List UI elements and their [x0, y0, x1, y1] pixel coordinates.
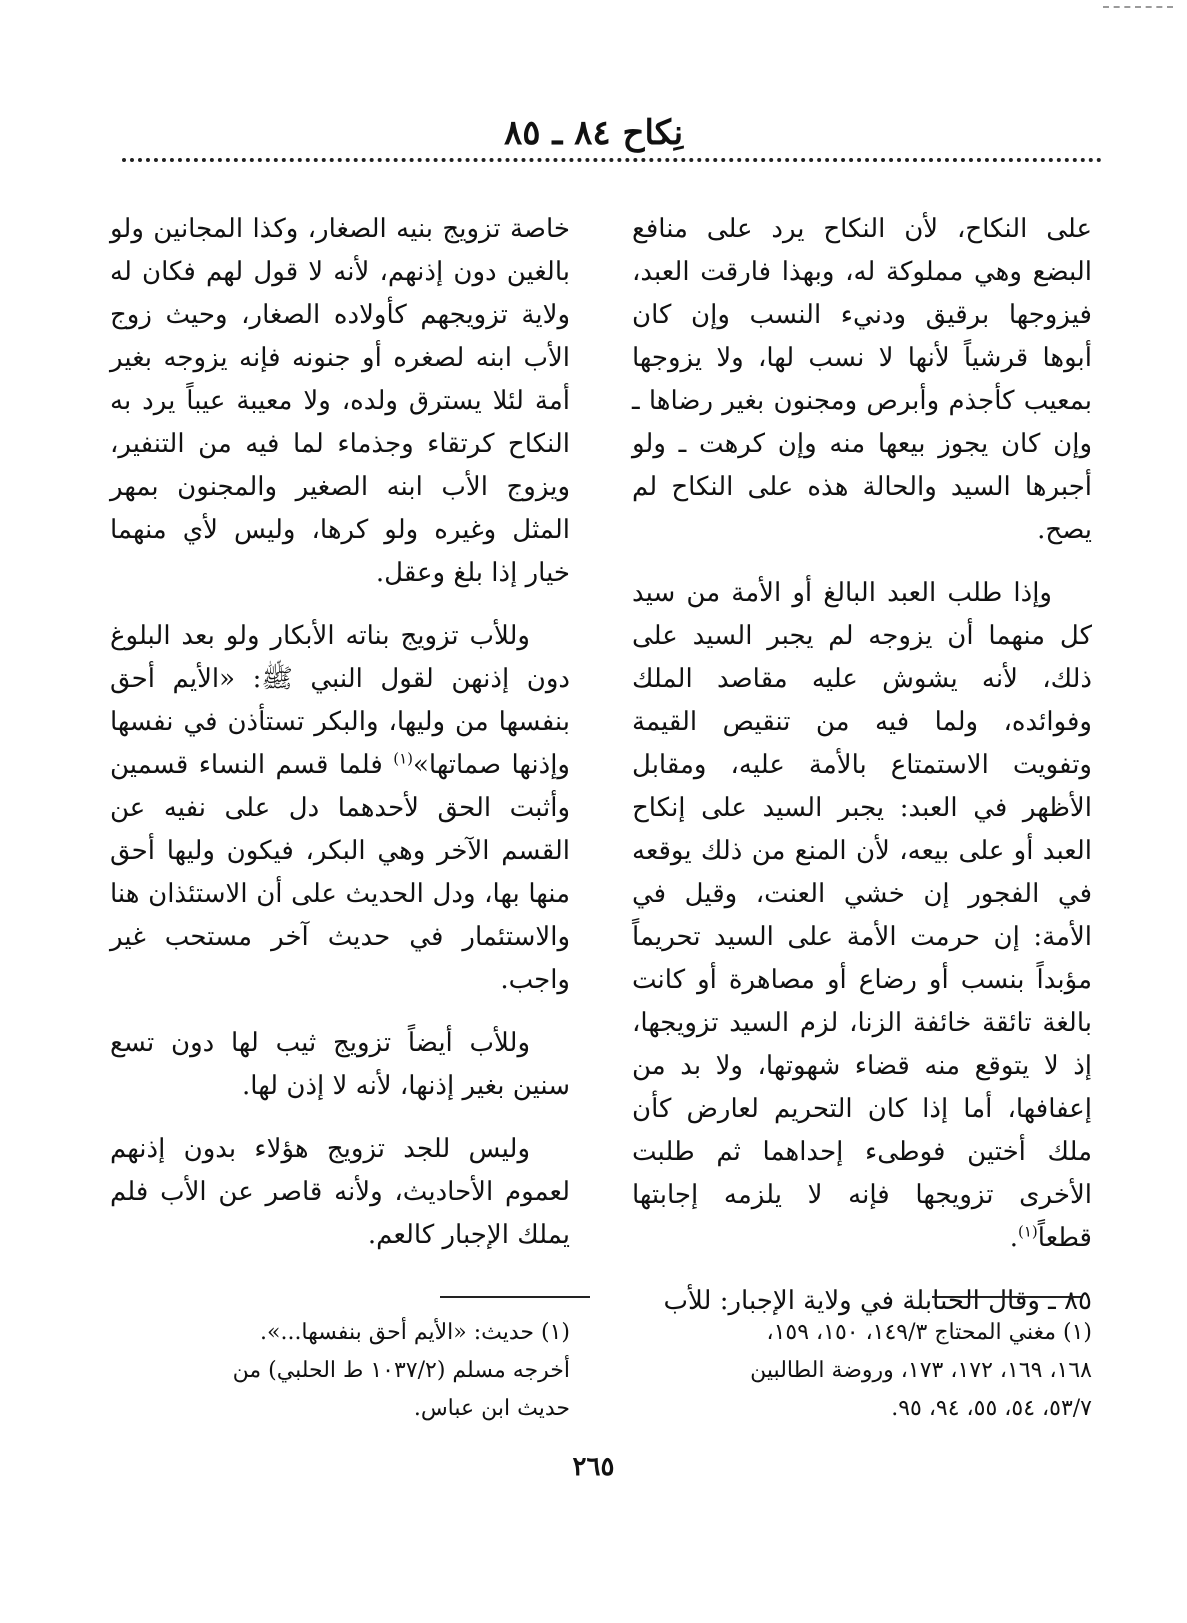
footnote-reference: (١) — [393, 749, 413, 768]
left-footnote-line-2: أخرجه مسلم (١٠٣٧/٢ ط الحلبي) من — [232, 1358, 570, 1383]
left-paragraph-2-text-b: فلما قسم النساء قسمين وأثبت الحق لأحدهما دل على نفيه عن القسم الآخر وهي البكر، فيكون وليها أحق منها بها، ودل الحديث على أن الاستئذان هنا والاستئمار في حديث آخر مستحب غير واجب. — [110, 750, 570, 995]
left-text-column — [110, 208, 570, 1277]
page-header-title: نِكاح ٨٤ ـ ٨٥ — [503, 113, 684, 153]
right-text-column — [632, 208, 1092, 1343]
right-footnote-line-2: ١٦٨، ١٦٩، ١٧٢، ١٧٣، وروضة الطالبين — [750, 1358, 1092, 1383]
left-paragraph-2-text-a: وللأب تزويج بناته الأبكار ولو بعد البلوغ دون إذنهن لقول النبي ﷺ: «الأيم أحق بنفسها من وليها، والبكر تستأذن في نفسها وإذنها صماتها» — [110, 621, 570, 780]
right-paragraph-3: ٨٥ ـ وقال الحنابلة في ولاية الإجبار: للأب — [663, 1286, 1092, 1316]
left-footnote — [110, 1314, 570, 1428]
right-footnote-rule — [932, 1296, 1082, 1298]
footnote-reference: (١) — [1017, 1222, 1038, 1241]
right-footnote — [632, 1314, 1092, 1428]
left-footnote-line-3: حديث ابن عباس. — [413, 1396, 570, 1421]
left-paragraph-2 — [110, 615, 570, 1002]
scan-corner-mark — [1103, 6, 1173, 8]
left-footnote-line-1: (١) حديث: «الأيم أحق بنفسها...». — [260, 1320, 570, 1345]
right-paragraph-2-end: . — [1009, 1223, 1018, 1253]
right-paragraph-1: على النكاح، لأن النكاح يرد على منافع البضع وهي مملوكة له، وبهذا فارقت العبد، فيزوجها برقيق ودنيء النسب وإن كان أبوها قرشياً لأنها لا نسب لها، ولا يزوجها بمعيب كأجذم وأبرص ومجنون بغير رضاها ـ وإن كان يجوز بيعها منه وإن كرهت ـ ولو أجبرها السيد والحالة هذه على النكاح لم يصح. — [632, 214, 1092, 545]
page-number: ٢٦٥ — [572, 1452, 615, 1482]
left-paragraph-3: وللأب أيضاً تزويج ثيب لها دون تسع سنين بغير إذنها، لأنه لا إذن لها. — [110, 1028, 570, 1101]
left-footnote-rule — [440, 1296, 590, 1298]
right-paragraph-2-text: وإذا طلب العبد البالغ أو الأمة من سيد كل منهما أن يزوجه لم يجبر السيد على ذلك، لأنه يشوش عليه مقاصد الملك وفوائده، ولما فيه من تنقيص القيمة وتفويت الاستمتاع بالأمة عليه، ومقابل الأظهر في العبد: يجبر السيد على إنكاح العبد أو على بيعه، لأن المنع من ذلك يوقعه في الفجور إن خشي العنت، وقيل في الأمة: إن حرمت الأمة على السيد تحريماً مؤبداً بنسب أو رضاع أو مصاهرة أو كانت بالغة تائقة خائفة الزنا، لزم السيد تزويجها، إذ لا يتوقع منه قضاء شهوتها، ولا بد من إعفافها، أما إذا كان التحريم لعارض كأن ملك أختين فوطىء إحداهما ثم طلبت الأخرى تزويجها فإنه لا يلزمه إجابتها قطعاً — [632, 578, 1093, 1253]
right-footnote-line-3: ٥٣/٧، ٥٤، ٥٥، ٩٤، ٩٥. — [891, 1396, 1092, 1421]
right-paragraph-2 — [632, 572, 1092, 1260]
left-paragraph-1: خاصة تزويج بنيه الصغار، وكذا المجانين ولو بالغين دون إذنهم، لأنه لا قول لهم فكان له ولاية تزويجهم كأولاده الصغار، وحيث زوج الأب ابنه لصغره أو جنونه فإنه يزوجه بغير أمة لئلا يسترق ولده، ولا معيبة عيباً يرد به النكاح كرتقاء وجذماء لما فيه من التنفير، ويزوج الأب ابنه الصغير والمجنون بمهر المثل وغيره ولو كرها، وليس لأي منهما خيار إذا بلغ وعقل. — [110, 214, 570, 588]
right-footnote-line-1: (١) مغني المحتاج ١٤٩/٣، ١٥٠، ١٥٩، — [766, 1320, 1092, 1345]
left-paragraph-4: وليس للجد تزويج هؤلاء بدون إذنهم لعموم الأحاديث، ولأنه قاصر عن الأب فلم يملك الإجبار كالعم. — [110, 1134, 570, 1250]
header-dotted-rule — [122, 158, 1102, 162]
